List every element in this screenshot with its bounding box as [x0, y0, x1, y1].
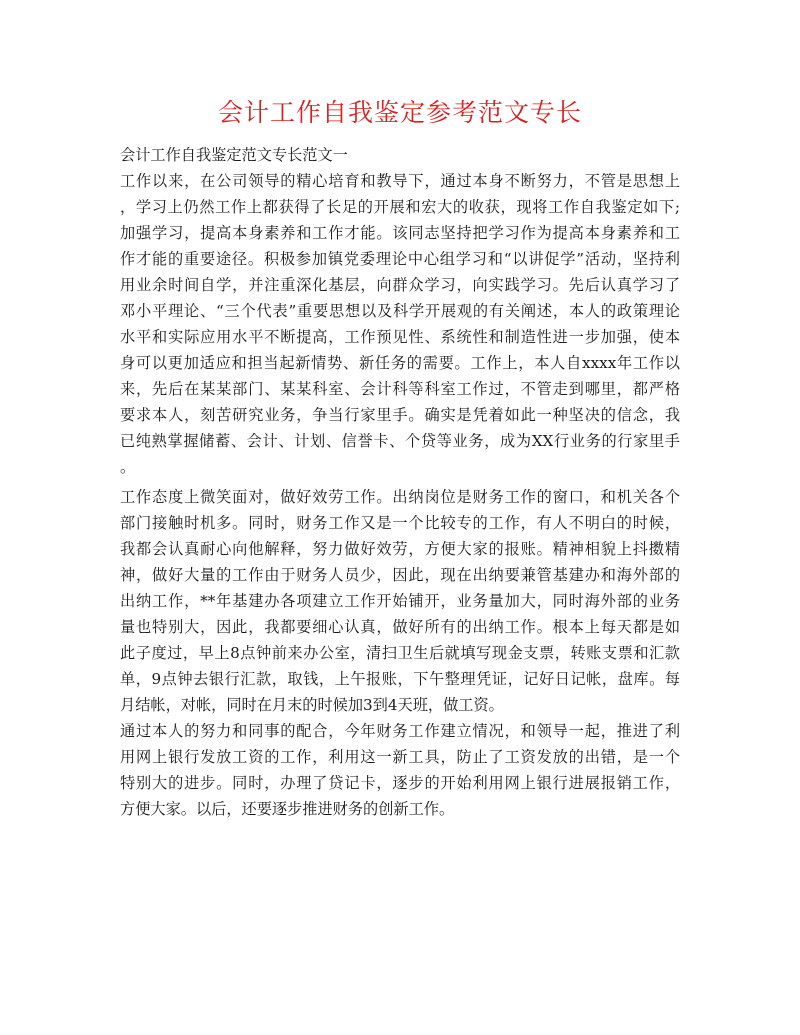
paragraph-line: 单，9点钟去银行汇款，取钱，上午报账，下午整理凭证，记好日记帐，盘库。每: [120, 670, 680, 688]
paragraph-2: [120, 484, 680, 718]
paragraph-line: 神，做好大量的工作由于财务人员少，因此，现在出纳要兼管基建办和海外部的: [120, 566, 680, 584]
paragraph-line: 用业余时间自学，并注重深化基层，向群众学习，向实践学习。先后认真学习了: [120, 276, 680, 294]
paragraph-line: 特别大的进步。同时，办理了贷记卡，逐步的开始利用网上银行进展报销工作，: [120, 774, 680, 792]
document-subtitle: 会计工作自我鉴定范文专长范文一: [120, 146, 348, 164]
paragraph-line: 要求本人，刻苦研究业务，争当行家里手。确实是凭着如此一种坚决的信念，我: [120, 406, 680, 424]
paragraph-line: 用网上银行发放工资的工作，利用这一新工具，防止了工资发放的出错，是一个: [120, 748, 680, 766]
paragraph-line: 。: [120, 458, 136, 476]
paragraph-3: [120, 718, 680, 822]
paragraph-line: 我都会认真耐心向他解释，努力做好效劳，方便大家的报账。精神相貌上抖擞精: [120, 540, 680, 558]
paragraph-line: 部门接触时机多。同时，财务工作又是一个比较专的工作，有人不明白的时候，: [120, 514, 680, 532]
paragraph-line: 工作态度上微笑面对，做好效劳工作。出纳岗位是财务工作的窗口，和机关各个: [120, 488, 680, 506]
paragraph-1: [120, 168, 680, 480]
paragraph-line: 通过本人的努力和同事的配合，今年财务工作建立情况，和领导一起，推进了利: [120, 722, 680, 740]
paragraph-line: 水平和实际应用水平不断提高，工作预见性、系统性和制造性进一步加强，使本: [120, 328, 680, 346]
paragraph-line: 已纯熟掌握储蓄、会计、计划、信誉卡、个贷等业务，成为XX行业务的行家里手: [120, 432, 680, 450]
paragraph-line: 作才能的重要途径。积极参加镇党委理论中心组学习和“以讲促学”活动，坚持利: [120, 250, 680, 268]
paragraph-line: 此子度过，早上8点钟前来办公室，清扫卫生后就填写现金支票，转账支票和汇款: [120, 644, 680, 662]
paragraph-line: 方便大家。以后，还要逐步推进财务的创新工作。: [120, 800, 455, 818]
paragraph-line: 工作以来，在公司领导的精心培育和教导下，通过本身不断努力，不管是思想上: [120, 172, 680, 190]
paragraph-line: 量也特别大，因此，我都要细心认真，做好所有的出纳工作。根本上每天都是如: [120, 618, 680, 636]
paragraph-line: 身可以更加适应和担当起新情势、新任务的需要。工作上，本人自xxxx年工作以: [120, 354, 680, 372]
paragraph-line: 月结帐，对帐，同时在月末的时候加3到4天班，做工资。: [120, 696, 504, 714]
paragraph-line: 邓小平理论、“三个代表”重要思想以及科学开展观的有关阐述，本人的政策理论: [120, 302, 680, 320]
paragraph-line: 出纳工作，**年基建办各项建立工作开始铺开，业务量加大，同时海外部的业务: [120, 592, 680, 610]
paragraph-line: 来，先后在某某部门、某某科室、会计科等科室工作过，不管走到哪里，都严格: [120, 380, 680, 398]
paragraph-line: 加强学习，提高本身素养和工作才能。该同志坚持把学习作为提高本身素养和工: [120, 224, 680, 242]
document-title: 会计工作自我鉴定参考范文专长: [217, 98, 582, 127]
paragraph-line: ，学习上仍然工作上都获得了长足的开展和宏大的收获，现将工作自我鉴定如下;: [120, 198, 680, 216]
document-body: [120, 142, 680, 822]
